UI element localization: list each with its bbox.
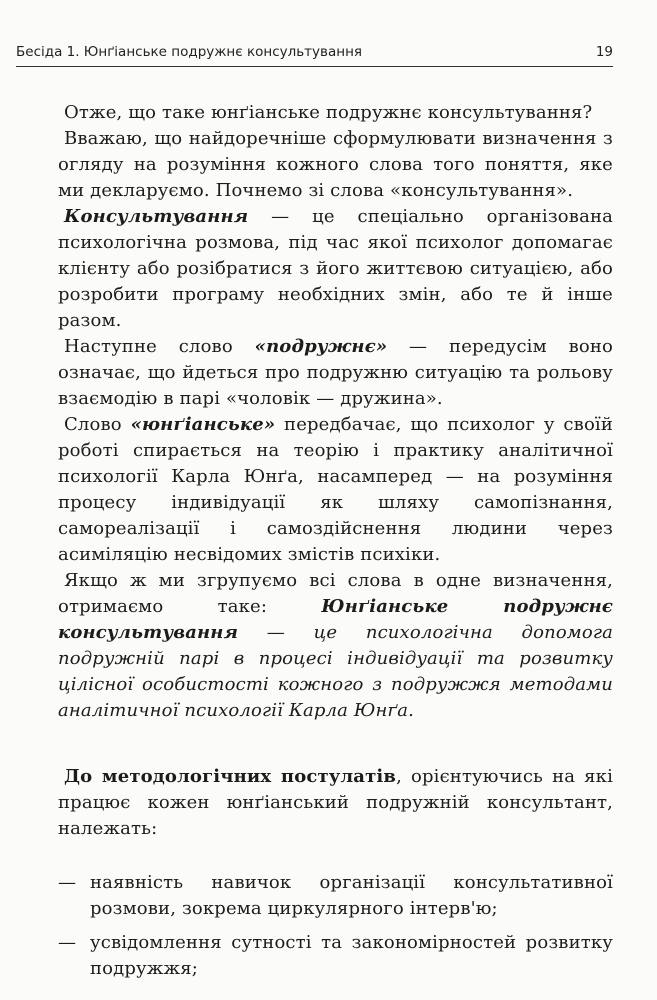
page-body (58, 100, 613, 982)
term-postulates: До методологічних постулатів (64, 766, 397, 787)
paragraph-7-text: , орієнтуючись на які працює кожен юнґіанський подружній консультант, належать: (58, 766, 613, 839)
term-jungian: «юнґіанське» (130, 414, 276, 435)
chapter-title: Бесіда 1. Юнґіанське подружнє консультування (16, 44, 363, 60)
paragraph-3-text: — це спеціально організована психологічна розмова, під час якої психолог допомагає клієнту або розібратися з його життєвою ситуацією, або розробити програму необхідних змін, або те й інше разом. (58, 206, 613, 331)
paragraph-5-pre: Слово (64, 414, 131, 435)
term-definition: Юнґіанське подружнє консультування (58, 596, 613, 643)
paragraph-2 (58, 126, 613, 204)
paragraph-1 (58, 100, 613, 126)
running-header (16, 44, 613, 60)
term-marital: «подружнє» (254, 336, 388, 357)
paragraph-3 (58, 204, 613, 334)
term-consulting: Консультування (64, 206, 249, 227)
paragraph-7 (58, 764, 613, 842)
list-item-text: наявність навичок організації консультативної розмови, зокрема циркулярного інтерв'ю; (90, 872, 613, 919)
list-dash: — (58, 872, 77, 893)
paragraph-5 (58, 412, 613, 568)
list-item (58, 930, 613, 982)
paragraph-2-text: Вважаю, що найдоречніше сформулювати визначення з огляду на розуміння кожного слова того поняття, яке ми декларуємо. Почнемо зі слова «консультування». (58, 128, 613, 201)
page-number: 19 (595, 44, 613, 60)
paragraph-4-pre: Наступне слово (64, 336, 255, 357)
list-item-text: усвідомлення сутності та закономірностей розвитку подружжя; (90, 932, 613, 979)
definition-text: — це психологічна допомога подружній парі в процесі індивідуації та розвитку цілісної особистості кожного з подружжя методами аналітичної психології Карла Юнґа. (58, 622, 613, 721)
paragraph-4 (58, 334, 613, 412)
paragraph-6 (58, 568, 613, 724)
paragraph-5-text: передбачає, що психолог у своїй роботі спирається на теорію і практику аналітичної психології Карла Юнґа, насамперед — на розуміння процесу індивідуації як шляху самопізнання, самореалізації і самоздійснення людини через асиміляцію несвідомих змістів психіки. (58, 414, 613, 565)
paragraph-1-text: Отже, що таке юнґіанське подружнє консультування? (64, 102, 593, 123)
header-rule (16, 66, 613, 67)
paragraph-4-text: — передусім воно означає, що йдеться про подружню ситуацію та рольову взаємодію в парі «чоловік — дружина». (58, 336, 613, 409)
list-item (58, 870, 613, 922)
list-dash: — (58, 932, 77, 953)
paragraph-6-pre: Якщо ж ми згрупуємо всі слова в одне визначення, отримаємо таке: (58, 570, 613, 617)
